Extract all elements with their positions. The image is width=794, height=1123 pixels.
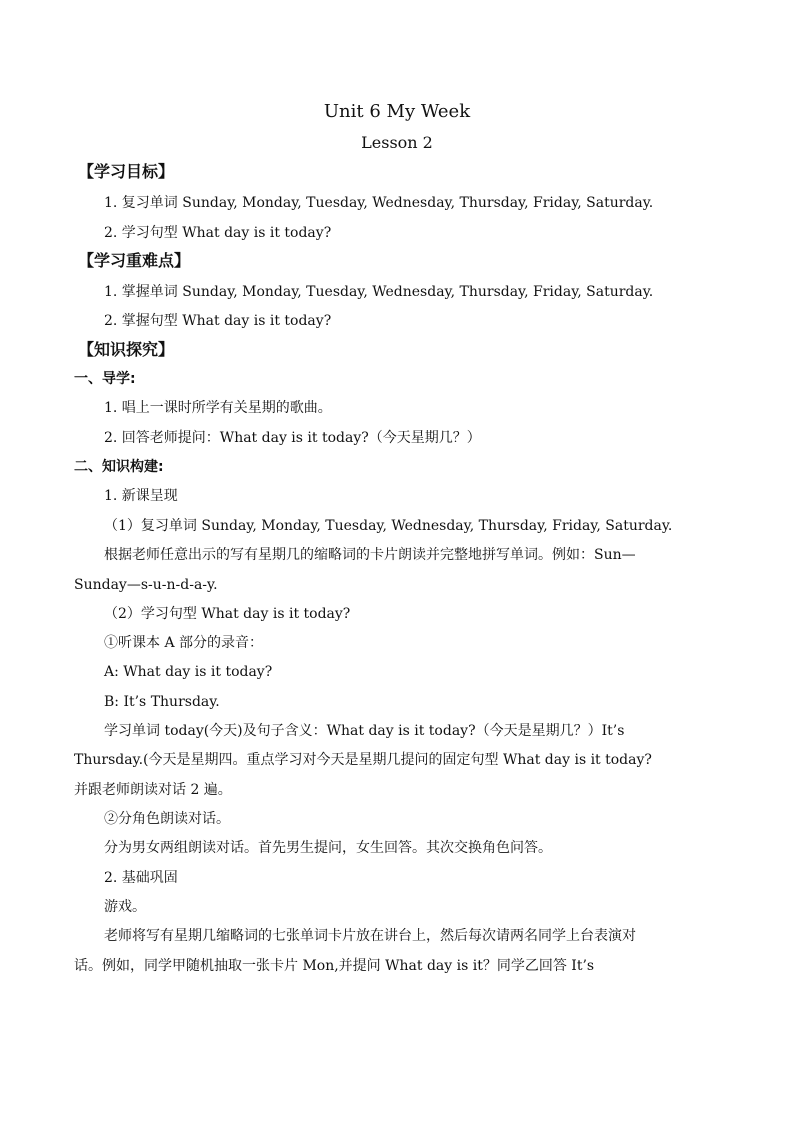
page-subtitle: Lesson 2	[361, 133, 433, 152]
guide-item: 2. 回答老师提问：What day is it today?（今天星期几？）	[104, 430, 481, 446]
key-points-item: 1. 掌握单词 Sunday, Monday, Tuesday, Wednesday, Thursday, Friday, Saturday.	[104, 284, 654, 300]
construction-line: 老师将写有星期几缩略词的七张单词卡片放在讲台上，然后每次请两名同学上台表演对	[104, 928, 636, 944]
construction-line: Thursday.(今天是星期四。重点学习对今天是星期几提问的固定句型 What day is it today?	[74, 752, 652, 768]
construction-line: ①听课本 A 部分的录音：	[104, 635, 264, 651]
exploration-heading: 【知识探究】	[78, 340, 175, 359]
construction-line: ②分角色朗读对话。	[104, 811, 230, 827]
goals-item: 1. 复习单词 Sunday, Monday, Tuesday, Wednesday, Thursday, Friday, Saturday.	[104, 195, 654, 211]
construction-line: 1. 新课呈现	[104, 488, 178, 504]
construction-line: A: What day is it today?	[104, 664, 273, 680]
goals-heading: 【学习目标】	[78, 162, 175, 181]
guide-item: 1. 唱上一课时所学有关星期的歌曲。	[104, 400, 332, 416]
page-title: Unit 6 My Week	[323, 101, 471, 122]
construction-line: 学习单词 today(今天)及句子含义：What day is it today?（今天是星期几？）It’s	[104, 723, 625, 739]
key-points-item: 2. 掌握句型 What day is it today?	[104, 313, 332, 329]
construction-line: 2. 基础巩固	[104, 870, 178, 886]
construction-line: B: It’s Thursday.	[104, 694, 220, 710]
construction-line: 并跟老师朗读对话 2 遍。	[74, 782, 232, 798]
key-points-heading: 【学习重难点】	[78, 251, 191, 270]
construction-line: 游戏。	[104, 899, 146, 915]
construction-line: 根据老师任意出示的写有星期几的缩略词的卡片朗读并完整地拼写单词。例如：Sun—	[104, 547, 636, 563]
construction-line: （1）复习单词 Sunday, Monday, Tuesday, Wednesday, Thursday, Friday, Saturday.	[104, 518, 673, 534]
guide-heading: 一、导学:	[74, 371, 136, 387]
construction-line: 分为男女两组朗读对话。首先男生提问，女生回答。其次交换角色问答。	[104, 840, 552, 856]
construction-heading: 二、知识构建:	[74, 459, 164, 475]
construction-line: 话。例如，同学甲随机抽取一张卡片 Mon,并提问 What day is it？同学乙回答 It’s	[74, 958, 595, 974]
goals-item: 2. 学习句型 What day is it today?	[104, 225, 332, 241]
construction-line: （2）学习句型 What day is it today?	[104, 606, 351, 622]
construction-line: Sunday—s-u-n-d-a-y.	[74, 577, 218, 593]
